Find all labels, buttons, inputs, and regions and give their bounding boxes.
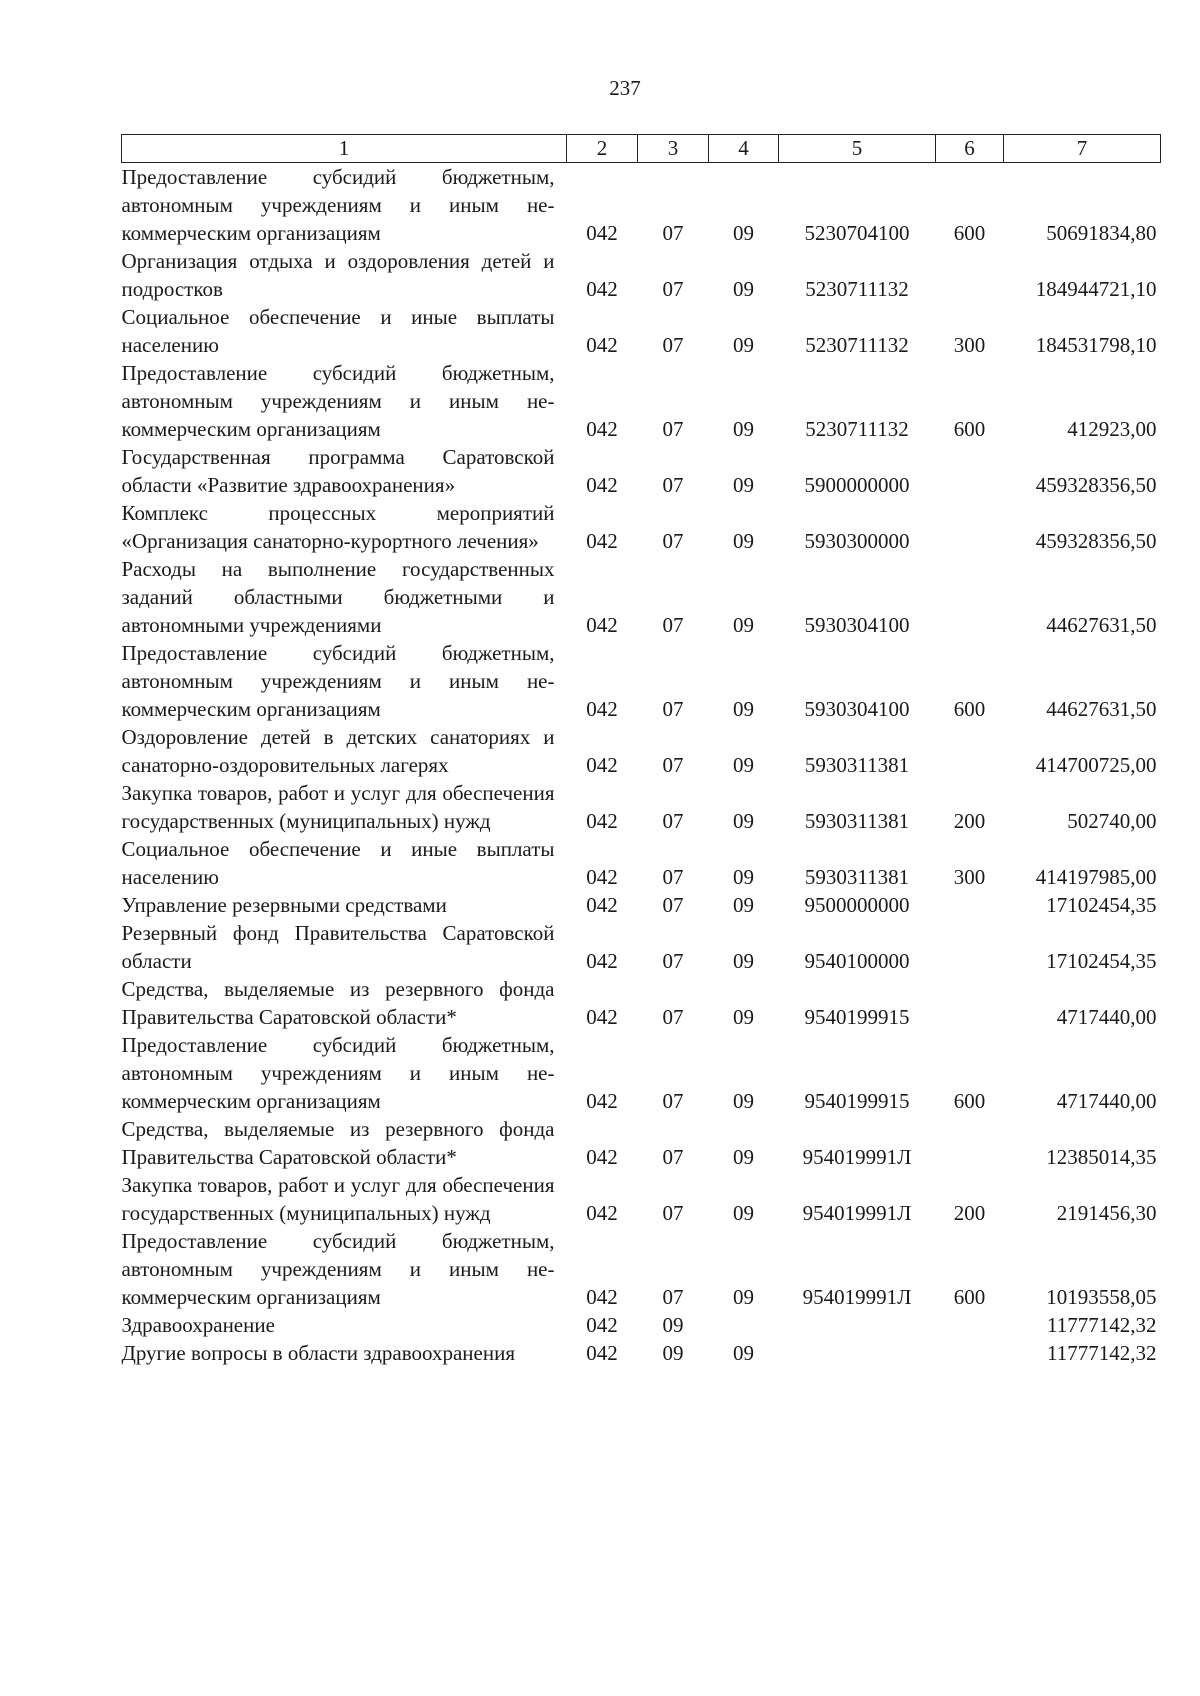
- row-csr-code: 5230711132: [805, 417, 909, 441]
- row-name: Управление резервными средствами: [121, 893, 447, 917]
- row-csr-code: 5930311381: [804, 809, 910, 833]
- row-vr-code: 300: [953, 865, 986, 889]
- row-vr-code: 200: [953, 1201, 986, 1225]
- row-pr-code: 09: [733, 1005, 754, 1029]
- row-gr-code: 042: [586, 1201, 618, 1225]
- row-vr-code: 200: [953, 809, 986, 833]
- header-col-7: 7: [1004, 135, 1161, 163]
- row-gr-code: 042: [586, 277, 618, 301]
- row-rz-code: 07: [662, 613, 684, 637]
- row-pr-code: 09: [733, 809, 754, 833]
- row-gr-code: 042: [586, 333, 618, 357]
- row-vr-code: 300: [953, 333, 986, 357]
- row-name: Организация отдыха и оздоровления детей и подростков: [121, 249, 555, 301]
- row-pr-code: 09: [733, 949, 754, 973]
- row-pr-code: 09: [733, 613, 754, 637]
- row-gr-code: 042: [586, 865, 618, 889]
- row-pr-code: 09: [733, 865, 754, 889]
- row-rz-code: 09: [662, 1341, 684, 1365]
- row-vr-code: 600: [953, 697, 986, 721]
- row-name: Предоставление субсидий бюджетным, автономным учреждениям и иным некоммерческим организациям: [121, 1033, 555, 1113]
- row-rz-code: 07: [662, 893, 684, 917]
- row-rz-code: 07: [662, 1201, 684, 1225]
- row-amount: 11777142,32: [1047, 1313, 1157, 1337]
- row-rz-code: 07: [662, 753, 684, 777]
- row-vr-code: [936, 247, 1004, 303]
- row-pr-code: 09: [733, 697, 754, 721]
- table-row: [122, 163, 1161, 248]
- row-name: Оздоровление детей в детских санаториях и санаторно-оздоровительных лагерях: [121, 725, 555, 777]
- row-amount: 17102454,35: [1046, 893, 1157, 917]
- row-amount: 12385014,35: [1046, 1145, 1157, 1169]
- row-amount: 502740,00: [1067, 809, 1157, 833]
- row-csr-code: 5930311381: [804, 753, 910, 777]
- row-csr-code: 5930304100: [804, 613, 910, 637]
- row-vr-code: [936, 891, 1004, 919]
- table-row: [122, 247, 1161, 303]
- row-name: Предоставление субсидий бюджетным, автономным учреждениям и иным некоммерческим организациям: [121, 361, 555, 441]
- row-csr-code: 9540199915: [804, 1005, 910, 1029]
- row-csr-code: 5930300000: [804, 529, 910, 553]
- row-rz-code: 07: [662, 809, 684, 833]
- row-pr-code: 09: [733, 1341, 754, 1365]
- row-csr-code: 5230711132: [805, 333, 909, 357]
- table-row: [122, 639, 1161, 723]
- row-amount: 44627631,50: [1046, 697, 1157, 721]
- row-csr-code: 9540199915: [804, 1089, 910, 1113]
- row-name: Закупка товаров, работ и услуг для обеспечения государственных (муниципальных) нужд: [121, 1173, 555, 1225]
- table-row: [122, 1227, 1161, 1311]
- row-rz-code: 07: [662, 949, 684, 973]
- row-rz-code: 07: [662, 865, 684, 889]
- row-rz-code: 07: [662, 1145, 684, 1169]
- row-pr-code: 09: [733, 1145, 754, 1169]
- row-name: Расходы на выполнение государственных заданий областными бюджетными и автономными учреждениями: [121, 557, 555, 637]
- row-csr-code: 9540100000: [804, 949, 910, 973]
- row-amount: 4717440,00: [1056, 1089, 1157, 1113]
- row-vr-code: 600: [953, 417, 986, 441]
- row-name: Средства, выделяемые из резервного фонда Правительства Саратовской области*: [121, 977, 555, 1029]
- row-pr-code: 09: [733, 529, 754, 553]
- row-rz-code: 07: [662, 417, 684, 441]
- table-row: [122, 723, 1161, 779]
- row-gr-code: 042: [586, 1005, 618, 1029]
- row-name: Социальное обеспечение и иные выплаты населению: [121, 305, 555, 357]
- row-amount: 11777142,32: [1047, 1341, 1157, 1365]
- table-row: [122, 779, 1161, 835]
- row-vr-code: [936, 1115, 1004, 1171]
- table-row: [122, 359, 1161, 443]
- row-pr-code: [709, 1311, 779, 1339]
- table-row: [122, 891, 1161, 919]
- row-pr-code: 09: [733, 1089, 754, 1113]
- row-csr-code: 5230711132: [805, 277, 909, 301]
- row-rz-code: 07: [662, 1005, 684, 1029]
- header-col-2: 2: [567, 135, 638, 163]
- table-row: [122, 303, 1161, 359]
- row-amount: 414197985,00: [1035, 865, 1157, 889]
- row-amount: 50691834,80: [1046, 221, 1157, 245]
- table-row: [122, 835, 1161, 891]
- row-gr-code: 042: [586, 1313, 618, 1337]
- table-row: [122, 1171, 1161, 1227]
- row-gr-code: 042: [586, 529, 618, 553]
- row-rz-code: 07: [662, 529, 684, 553]
- row-vr-code: [936, 443, 1004, 499]
- row-rz-code: 07: [662, 277, 684, 301]
- table-body: [122, 163, 1161, 1368]
- row-amount: 44627631,50: [1046, 613, 1157, 637]
- row-amount: 459328356,50: [1035, 473, 1157, 497]
- table-row: [122, 919, 1161, 975]
- row-pr-code: 09: [733, 221, 754, 245]
- row-gr-code: 042: [586, 1285, 618, 1309]
- row-amount: 412923,00: [1067, 417, 1157, 441]
- row-amount: 184531798,10: [1035, 333, 1157, 357]
- row-gr-code: 042: [586, 1089, 618, 1113]
- row-amount: 184944721,10: [1035, 277, 1157, 301]
- row-name: Социальное обеспечение и иные выплаты населению: [121, 837, 555, 889]
- row-name: Здравоохранение: [121, 1313, 275, 1337]
- table-row: [122, 499, 1161, 555]
- row-gr-code: 042: [586, 417, 618, 441]
- row-amount: 2191456,30: [1056, 1201, 1157, 1225]
- row-vr-code: 600: [953, 1285, 986, 1309]
- row-amount: 17102454,35: [1046, 949, 1157, 973]
- row-pr-code: 09: [733, 753, 754, 777]
- row-pr-code: 09: [733, 417, 754, 441]
- row-amount: 459328356,50: [1035, 529, 1157, 553]
- row-vr-code: 600: [953, 221, 986, 245]
- row-gr-code: 042: [586, 1145, 618, 1169]
- row-rz-code: 09: [662, 1313, 684, 1337]
- row-rz-code: 07: [662, 473, 684, 497]
- row-csr-code: 5930304100: [804, 697, 910, 721]
- row-csr-code: 954019991Л: [802, 1145, 912, 1169]
- table-row: [122, 1339, 1161, 1367]
- row-rz-code: 07: [662, 1285, 684, 1309]
- row-name: Предоставление субсидий бюджетным, автономным учреждениям и иным некоммерческим организациям: [121, 165, 555, 245]
- row-name: Резервный фонд Правительства Саратовской области: [121, 921, 555, 973]
- row-vr-code: 600: [953, 1089, 986, 1113]
- page-number: 237: [609, 76, 641, 100]
- row-vr-code: [936, 555, 1004, 639]
- row-gr-code: 042: [586, 949, 618, 973]
- table-row: [122, 555, 1161, 639]
- row-csr-code: 5930311381: [804, 865, 910, 889]
- row-pr-code: 09: [733, 473, 754, 497]
- header-col-6: 6: [936, 135, 1004, 163]
- row-rz-code: 07: [662, 1089, 684, 1113]
- row-vr-code: [936, 723, 1004, 779]
- row-vr-code: [936, 499, 1004, 555]
- budget-table: [121, 134, 1161, 1367]
- row-name: Комплекс процессных мероприятий «Организация санаторно-курортного лечения»: [121, 501, 555, 553]
- row-vr-code: [936, 1339, 1004, 1367]
- header-col-5: 5: [779, 135, 936, 163]
- row-csr-code: [779, 1339, 936, 1367]
- row-gr-code: 042: [586, 613, 618, 637]
- row-csr-code: 5900000000: [804, 473, 910, 497]
- table-row: [122, 1311, 1161, 1339]
- row-pr-code: 09: [733, 893, 754, 917]
- row-vr-code: [936, 919, 1004, 975]
- row-vr-code: [936, 1311, 1004, 1339]
- row-csr-code: 954019991Л: [802, 1201, 912, 1225]
- table-row: [122, 1031, 1161, 1115]
- row-vr-code: [936, 975, 1004, 1031]
- row-csr-code: 9500000000: [804, 893, 910, 917]
- row-gr-code: 042: [586, 221, 618, 245]
- header-col-4: 4: [709, 135, 779, 163]
- row-amount: 414700725,00: [1035, 753, 1157, 777]
- row-name: Закупка товаров, работ и услуг для обеспечения государственных (муниципальных) нужд: [121, 781, 555, 833]
- row-gr-code: 042: [586, 809, 618, 833]
- table-row: [122, 443, 1161, 499]
- row-name: Средства, выделяемые из резервного фонда Правительства Саратовской области*: [121, 1117, 555, 1169]
- row-gr-code: 042: [586, 697, 618, 721]
- row-name: Предоставление субсидий бюджетным, автономным учреждениям и иным некоммерческим организациям: [121, 1229, 555, 1309]
- row-rz-code: 07: [662, 697, 684, 721]
- header-col-1: 1: [122, 135, 567, 163]
- row-amount: 4717440,00: [1056, 1005, 1157, 1029]
- row-name: Предоставление субсидий бюджетным, автономным учреждениям и иным некоммерческим организациям: [121, 641, 555, 721]
- table-row: [122, 975, 1161, 1031]
- row-csr-code: 954019991Л: [802, 1285, 912, 1309]
- row-gr-code: 042: [586, 1341, 618, 1365]
- row-csr-code: [779, 1311, 936, 1339]
- row-name: Государственная программа Саратовской области «Развитие здравоохранения»: [121, 445, 555, 497]
- row-gr-code: 042: [586, 473, 618, 497]
- row-pr-code: 09: [733, 333, 754, 357]
- table-header-row: [122, 135, 1161, 163]
- table-row: [122, 1115, 1161, 1171]
- row-rz-code: 07: [662, 221, 684, 245]
- row-name: Другие вопросы в области здравоохранения: [121, 1341, 515, 1365]
- row-rz-code: 07: [662, 333, 684, 357]
- row-pr-code: 09: [733, 1285, 754, 1309]
- row-pr-code: 09: [733, 277, 754, 301]
- row-csr-code: 5230704100: [804, 221, 910, 245]
- row-gr-code: 042: [586, 893, 618, 917]
- row-amount: 10193558,05: [1046, 1285, 1157, 1309]
- row-gr-code: 042: [586, 753, 618, 777]
- header-col-3: 3: [638, 135, 709, 163]
- row-pr-code: 09: [733, 1201, 754, 1225]
